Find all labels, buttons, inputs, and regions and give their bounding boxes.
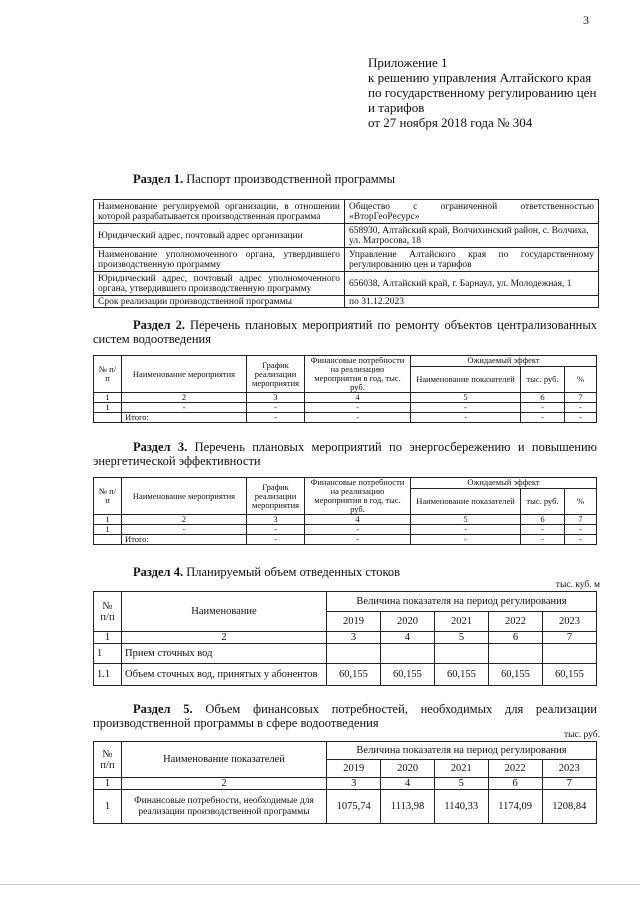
cell: - bbox=[247, 413, 305, 423]
appendix-line: Приложение 1 bbox=[368, 55, 448, 70]
value-cell: 1075,74 bbox=[327, 790, 381, 824]
col-period-header: Величина показателя на период регулирования bbox=[327, 592, 597, 612]
col-effect-header: Ожидаемый эффект bbox=[411, 478, 597, 489]
total-row bbox=[94, 535, 597, 545]
cell: 1 bbox=[94, 525, 122, 535]
year-header: 2023 bbox=[542, 612, 596, 632]
year-header: 2021 bbox=[434, 760, 488, 778]
cell: - bbox=[521, 535, 565, 545]
cell: 1 bbox=[94, 403, 122, 413]
repair-measures-table bbox=[93, 355, 597, 423]
row-name: Финансовые потребности, необходимые для реализации производственной программы bbox=[122, 790, 327, 824]
col-num-header: № п/п bbox=[94, 592, 122, 632]
col-rub-header: тыс. руб. bbox=[521, 366, 565, 392]
col-num-header: № п/п bbox=[94, 742, 122, 778]
index-cell: 3 bbox=[247, 393, 305, 403]
index-cell: 6 bbox=[521, 393, 565, 403]
row-value: 656038, Алтайский край, г. Барнаул, ул. Молодежная, 1 bbox=[345, 272, 599, 296]
cell: - bbox=[411, 535, 521, 545]
section-number: Раздел 4. bbox=[133, 565, 184, 579]
section-number: Раздел 3. bbox=[133, 440, 188, 454]
cell: - bbox=[305, 403, 411, 413]
index-cell: 4 bbox=[305, 515, 411, 525]
year-header: 2023 bbox=[542, 760, 596, 778]
col-finance-header: Финансовые потребности на реализацию мероприятия в год, тыс. руб. bbox=[305, 356, 411, 393]
index-cell: 7 bbox=[565, 515, 597, 525]
value-cell: 60,155 bbox=[542, 664, 596, 686]
col-pct-header: % bbox=[565, 366, 597, 392]
unit-label: тыс. руб. bbox=[564, 730, 600, 740]
index-cell: 2 bbox=[122, 778, 327, 790]
index-cell: 6 bbox=[488, 778, 542, 790]
section-3-heading bbox=[93, 440, 597, 468]
cell: - bbox=[521, 525, 565, 535]
wastewater-volume-table bbox=[93, 591, 597, 686]
index-cell: 2 bbox=[122, 515, 247, 525]
col-name-header: Наименование показателей bbox=[122, 742, 327, 778]
section-number: Раздел 2. bbox=[133, 318, 185, 332]
year-header: 2022 bbox=[488, 612, 542, 632]
section-title: Планируемый объем отведенных стоков bbox=[186, 565, 401, 579]
index-cell: 7 bbox=[542, 632, 596, 644]
col-period-header: Величина показателя на период регулирования bbox=[327, 742, 597, 760]
row-name: Прием сточных вод bbox=[122, 644, 327, 664]
year-header: 2021 bbox=[434, 612, 488, 632]
section-title: Паспорт производственной программы bbox=[186, 172, 395, 186]
cell: - bbox=[565, 525, 597, 535]
cell: - bbox=[565, 403, 597, 413]
col-name-header: Наименование мероприятия bbox=[122, 478, 247, 515]
table-row bbox=[94, 248, 599, 272]
section-2-heading bbox=[93, 318, 597, 346]
year-header: 2020 bbox=[381, 760, 434, 778]
value-cell: 60,155 bbox=[327, 664, 381, 686]
row-label: Юридический адрес, почтовый адрес организации bbox=[94, 224, 345, 248]
index-cell: 1 bbox=[94, 393, 122, 403]
cell: - bbox=[305, 535, 411, 545]
index-cell: 5 bbox=[434, 632, 488, 644]
index-row bbox=[94, 632, 597, 644]
col-rub-header: тыс. руб. bbox=[521, 488, 565, 514]
value-cell: 60,155 bbox=[380, 664, 434, 686]
index-cell: 3 bbox=[327, 632, 381, 644]
col-finance-header: Финансовые потребности на реализацию мероприятия в год, тыс. руб. bbox=[305, 478, 411, 515]
cell: - bbox=[305, 413, 411, 423]
value-cell: 1174,09 bbox=[488, 790, 542, 824]
index-cell: 5 bbox=[411, 393, 521, 403]
financial-needs-table bbox=[93, 741, 597, 824]
cell: - bbox=[565, 535, 597, 545]
index-cell: 2 bbox=[122, 632, 327, 644]
cell: - bbox=[565, 413, 597, 423]
year-header: 2020 bbox=[380, 612, 434, 632]
row-label: Юридический адрес, почтовый адрес уполномоченного органа, утвердившего производственную программу bbox=[94, 272, 345, 296]
row-value: по 31.12.2023 bbox=[345, 296, 599, 308]
col-schedule-header: График реализации мероприятия bbox=[247, 356, 305, 393]
col-num-header: № п/п bbox=[94, 356, 122, 393]
row-value: Управление Алтайского края по государственному регулированию цен и тарифов bbox=[345, 248, 599, 272]
index-cell: 7 bbox=[565, 393, 597, 403]
table-row bbox=[94, 272, 599, 296]
row-num: 1.1 bbox=[94, 664, 122, 686]
appendix-line: от 27 ноября 2018 года № 304 bbox=[368, 115, 533, 130]
cell: - bbox=[411, 413, 521, 423]
total-row bbox=[94, 413, 597, 423]
cell: - bbox=[122, 525, 247, 535]
table-row bbox=[94, 200, 599, 224]
col-name-header: Наименование bbox=[122, 592, 327, 632]
col-schedule-header: График реализации мероприятия bbox=[247, 478, 305, 515]
cell: - bbox=[247, 525, 305, 535]
index-row bbox=[94, 778, 597, 790]
year-header: 2019 bbox=[327, 760, 381, 778]
cell: - bbox=[247, 403, 305, 413]
table-row bbox=[94, 403, 597, 413]
appendix-line: и тарифов bbox=[368, 100, 425, 115]
value-cell: 60,155 bbox=[488, 664, 542, 686]
index-cell: 4 bbox=[305, 393, 411, 403]
total-label: Итого: bbox=[122, 535, 247, 545]
index-cell: 2 bbox=[122, 393, 247, 403]
index-cell: 4 bbox=[381, 778, 434, 790]
index-cell: 1 bbox=[94, 778, 122, 790]
section-title: Объем финансовых потребностей, необходимых для реализации производственной программы в сфере водоотведения bbox=[93, 702, 597, 730]
value-cell: 1208,84 bbox=[542, 790, 596, 824]
row-num: 1 bbox=[94, 644, 122, 664]
section-4-heading bbox=[133, 565, 400, 579]
cell: - bbox=[411, 525, 521, 535]
cell: - bbox=[247, 535, 305, 545]
col-effect-header: Ожидаемый эффект bbox=[411, 356, 597, 367]
row-value: 658930, Алтайский край, Волчихинский район, с. Волчиха, ул. Матросова, 18 bbox=[345, 224, 599, 248]
index-cell: 3 bbox=[327, 778, 381, 790]
passport-table bbox=[93, 199, 599, 308]
total-label: Итого: bbox=[122, 413, 247, 423]
row-label: Наименование регулируемой организации, в отношении которой разрабатывается производственная программа bbox=[94, 200, 345, 224]
index-cell: 4 bbox=[380, 632, 434, 644]
index-cell: 5 bbox=[411, 515, 521, 525]
row-label: Наименование уполномоченного органа, утвердившего производственную программу bbox=[94, 248, 345, 272]
appendix-line: по государственному регулированию цен bbox=[368, 85, 597, 100]
table-row bbox=[94, 525, 597, 535]
appendix-header bbox=[368, 55, 618, 130]
cell: - bbox=[411, 403, 521, 413]
value-cell: 1113,98 bbox=[381, 790, 434, 824]
cell: - bbox=[122, 403, 247, 413]
col-name-header: Наименование мероприятия bbox=[122, 356, 247, 393]
table-row bbox=[94, 790, 597, 824]
col-indicator-header: Наименование показателей bbox=[411, 366, 521, 392]
scan-edge-line bbox=[0, 884, 640, 885]
col-pct-header: % bbox=[565, 488, 597, 514]
cell: - bbox=[521, 403, 565, 413]
index-cell: 5 bbox=[434, 778, 488, 790]
table-row bbox=[94, 224, 599, 248]
index-cell: 6 bbox=[521, 515, 565, 525]
row-num: 1 bbox=[94, 790, 122, 824]
table-row bbox=[94, 296, 599, 308]
section-title: Перечень плановых мероприятий по энергосбережению и повышению энергетической эффективности bbox=[93, 440, 598, 468]
value-cell: 60,155 bbox=[434, 664, 488, 686]
section-5-heading bbox=[93, 702, 597, 730]
index-cell: 1 bbox=[94, 515, 122, 525]
energy-measures-table bbox=[93, 477, 597, 545]
year-header: 2019 bbox=[327, 612, 381, 632]
section-number: Раздел 1. bbox=[133, 172, 184, 186]
appendix-line: к решению управления Алтайского края bbox=[368, 70, 592, 85]
row-label: Срок реализации производственной программы bbox=[94, 296, 345, 308]
value-cell: 1140,33 bbox=[434, 790, 488, 824]
section-title: Перечень плановых мероприятий по ремонту объектов централизованных систем водоотведения bbox=[93, 318, 597, 346]
index-row bbox=[94, 393, 597, 403]
year-header: 2022 bbox=[488, 760, 542, 778]
cell: - bbox=[521, 413, 565, 423]
index-row bbox=[94, 515, 597, 525]
col-indicator-header: Наименование показателей bbox=[411, 488, 521, 514]
section-1-heading bbox=[133, 172, 395, 186]
index-cell: 6 bbox=[488, 632, 542, 644]
page-number: 3 bbox=[583, 13, 589, 27]
row-name: Объем сточных вод, принятых у абонентов bbox=[122, 664, 327, 686]
row-value: Общество с ограниченной ответственностью «ВторГеоРесурс» bbox=[345, 200, 599, 224]
index-cell: 3 bbox=[247, 515, 305, 525]
cell: - bbox=[305, 525, 411, 535]
unit-label: тыс. куб. м bbox=[555, 580, 600, 590]
table-row bbox=[94, 664, 597, 686]
section-number: Раздел 5. bbox=[133, 702, 193, 716]
table-row bbox=[94, 644, 597, 664]
col-num-header: № п/п bbox=[94, 478, 122, 515]
index-cell: 1 bbox=[94, 632, 122, 644]
index-cell: 7 bbox=[542, 778, 596, 790]
